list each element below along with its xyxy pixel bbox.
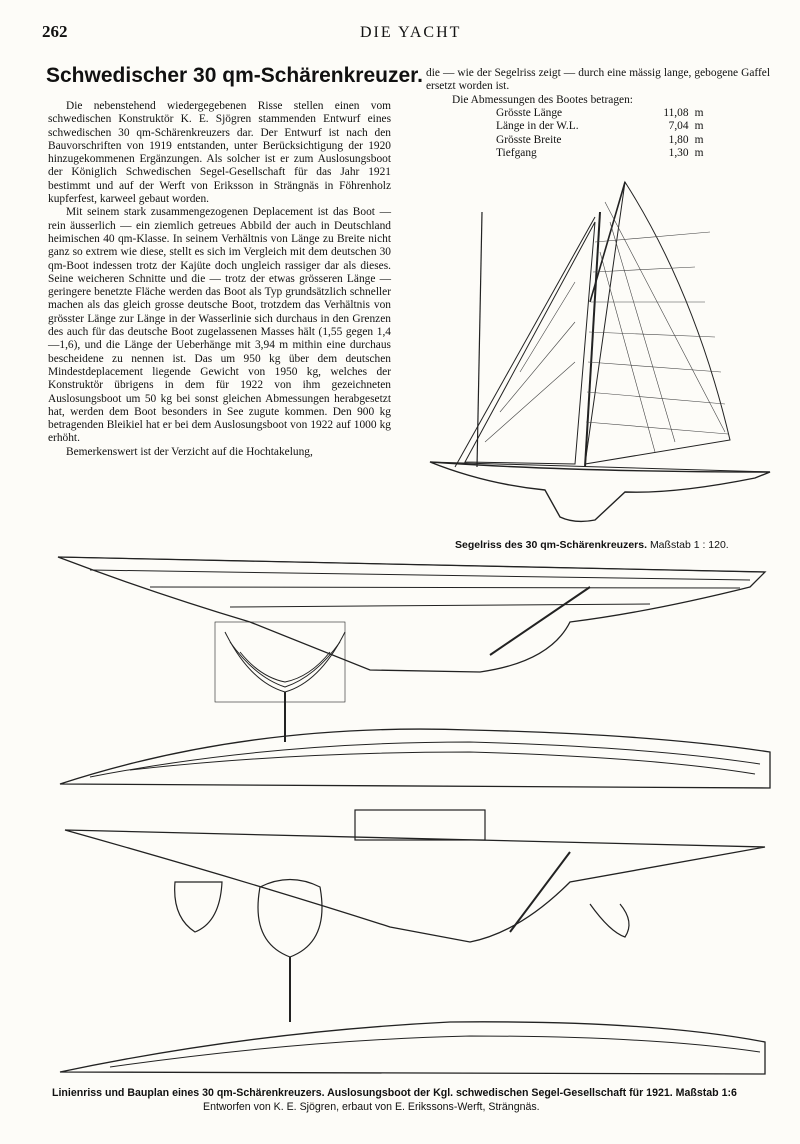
dimension-row xyxy=(496,120,725,133)
sail-plan-caption-text: Segelriss des 30 qm-Schärenkreuzers. xyxy=(455,539,648,551)
paragraph-3: Bemerkenswert ist der Verzicht auf die Hochtakelung, xyxy=(66,445,313,458)
paragraph-2: Mit seinem stark zusammengezogenen Deplacement ist das Boot — rein äusserlich — ein ziemlich getreues Abbild der auch in Deutschland heimischen 40 qm-Klasse. In seinem Verhältnis von Länge zu Breite nicht ganz so extrem wie diese, stellt es sich im Vergleich mit dem deutschen 30 qm-Boot indessen trotz der Kajüte doch ungleich rassiger dar als dieses. Seine weicheren Schnitte und die — trotz der etwas grösseren Länge — geringere benetzte Fläche werden das Boot als Typ grundsätzlich schneller machen als das gleich grosse deutsche Boot, trotzdem das Verhältnis von grösster Länge zur Länge in der Wasserlinie sich durchaus in den Grenzen des auch für das deutsche Boot zugelassenen Masses hält (1,55 gegen 1,4—1,6), und die Länge der Ueberhänge mit 3,94 m mithin eine durchaus bescheidene zu nennen ist. Das um 950 kg über dem deutschen Mindestdeplacement liegende Gewicht von 1950 kg, welches der Konstruktör übrigens in dem für 1922 von ihm gezeichneten Auslosungsboot um 50 kg bei sonst gleichen Abmessungen herabgesetzt hat, werden dem Boot besonders in See zugute kommen. Den 900 kg betragenden Bleikiel hat er bei dem Auslosungsboot von 1922 auf 1000 kg erhöht. xyxy=(48,206,391,445)
lines-plan-caption-text: Linienriss und Bauplan eines 30 qm-Schärenkreuzers. Auslosungsboot der Kgl. schwedischen Segel-Gesellschaft für 1921. xyxy=(52,1087,673,1099)
dimension-value: 7,04 xyxy=(668,120,689,133)
article-title: Schwedischer 30 qm-Schärenkreuzer. xyxy=(46,64,424,87)
dimensions-table xyxy=(496,107,725,161)
dimension-value: 11,08 xyxy=(663,106,689,119)
dimension-label: Tiefgang xyxy=(496,147,537,160)
dimension-row xyxy=(496,147,725,160)
dimension-row xyxy=(496,107,725,120)
lines-plan-scale: Maßstab 1:6 xyxy=(675,1087,737,1099)
sail-plan-caption xyxy=(455,539,729,551)
dimension-value: 1,80 xyxy=(668,133,689,146)
lines-plan-credit: Entworfen von K. E. Sjögren, erbaut von E. Erikssons-Werft, Strängnäs. xyxy=(203,1101,540,1113)
dimension-row xyxy=(496,134,725,147)
running-title: DIE YACHT xyxy=(360,24,462,41)
right-column xyxy=(426,67,770,161)
lines-plan-drawing xyxy=(50,552,775,1082)
dimensions-intro: Die Abmessungen des Bootes betragen: xyxy=(452,93,633,106)
paragraph-continuation: die — wie der Segelriss zeigt — durch eine mässig lange, gebogene Gaffel ersetzt worden ist. xyxy=(426,67,770,93)
dimension-label: Grösste Länge xyxy=(496,106,563,119)
dimension-unit: m xyxy=(694,147,704,160)
dimension-unit: m xyxy=(694,106,704,119)
dimension-value: 1,30 xyxy=(668,147,689,160)
paragraph-1: Die nebenstehend wiedergegebenen Risse stellen einen vom schwedischen Konstruktör K. E. Sjögren stammenden Entwurf eines schwedischen 30 qm-Schärenkreuzers dar. Der Entwurf ist nach den Bauvorschriften von 1919 entstanden, unter Berücksichtigung der 1920 hinzugekommenen Ergänzungen. Als solcher ist er zum Auslosungsboot der Königlich Schwedischen Segel-Gesellschaft für das Jahr 1921 bestimmt und auf der Werft von Eriksson in Strängnäs in Föhrenholz kupferfest, karweel gebaut worden. xyxy=(48,100,391,206)
lines-plan-caption xyxy=(52,1087,737,1099)
sail-plan-scale: Maßstab 1 : 120. xyxy=(649,539,729,551)
page-number: 262 xyxy=(42,22,68,41)
sail-plan-drawing xyxy=(425,172,785,532)
dimension-unit: m xyxy=(694,133,704,146)
dimension-label: Länge in der W.L. xyxy=(496,120,579,133)
dimension-label: Grösste Breite xyxy=(496,133,562,146)
dimension-unit: m xyxy=(694,120,704,133)
left-column xyxy=(48,100,391,459)
